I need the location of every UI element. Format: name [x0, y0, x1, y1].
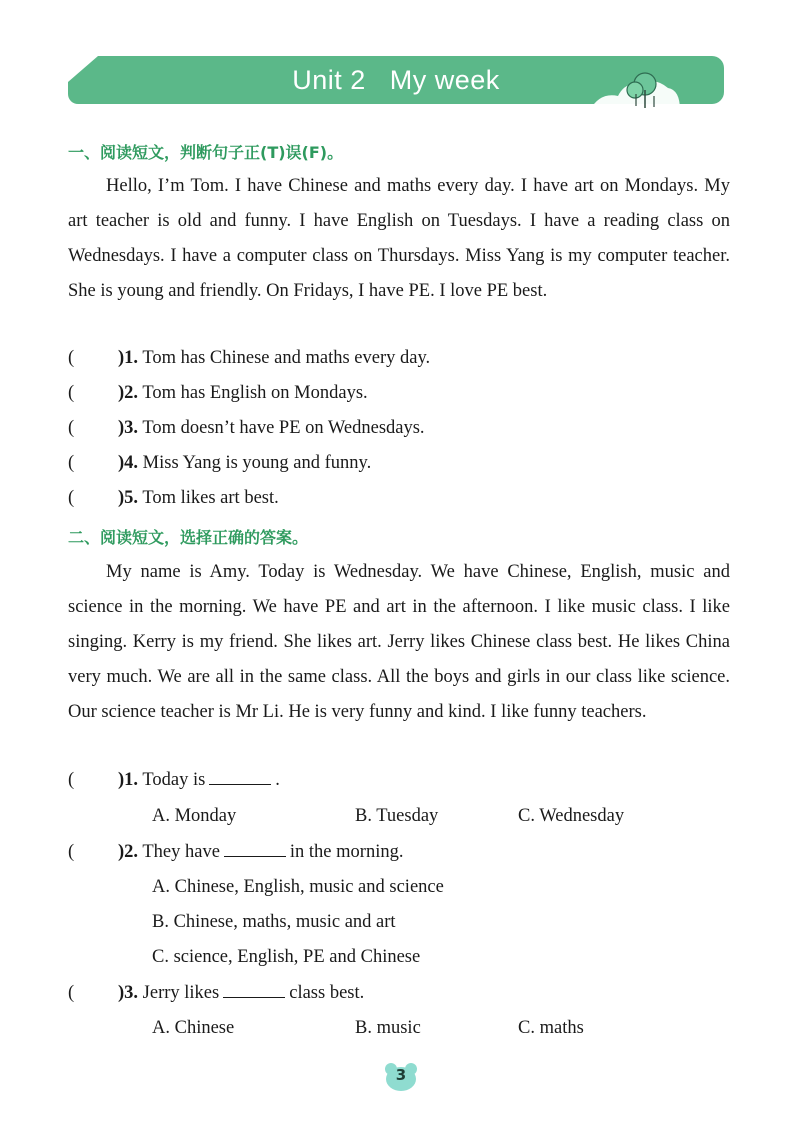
- q1-option-b: B. Tuesday: [355, 806, 439, 826]
- answer-blank: [209, 770, 271, 785]
- q2-option-c: C. science, English, PE and Chinese: [152, 947, 421, 967]
- q3-option-a: A. Chinese: [152, 1018, 235, 1038]
- q3-option-b: B. music: [355, 1018, 421, 1038]
- section2-passage: My name is Amy. Today is Wednesday. We have Chinese, English, music and science in the morning. We have PE and art in the afternoon. I like music class. I like singing. Kerry is my friend. She likes art. Jerry likes Chinese class best. He likes China very much. We are all in the same class. All the boys and girls in our class like science. Our science teacher is Mr Li. He is very funny and kind. I like funny teachers.: [68, 562, 730, 722]
- q3-option-c: C. maths: [518, 1018, 584, 1038]
- section1-question-3: ( )3. Tom doesn’t have PE on Wednesdays.: [68, 418, 425, 438]
- section1-question-2: ( )2. Tom has English on Mondays.: [68, 383, 368, 403]
- section2-question-3: ( )3. Jerry likes class best.: [68, 983, 365, 1003]
- banner-fold-corner: [68, 56, 98, 82]
- section2-question-2: ( )2. They have in the morning.: [68, 842, 404, 862]
- section1-question-5: ( )5. Tom likes art best.: [68, 488, 279, 508]
- section1-question-4: ( )4. Miss Yang is young and funny.: [68, 453, 372, 473]
- q1-option-a: A. Monday: [152, 806, 237, 826]
- q2-option-b: B. Chinese, maths, music and art: [152, 912, 396, 932]
- section1-question-1: ( )1. Tom has Chinese and maths every day.: [68, 348, 431, 368]
- answer-blank: [223, 983, 285, 998]
- q1-option-c: C. Wednesday: [518, 806, 625, 826]
- section2-heading: 二、阅读短文，选择正确的答案。: [68, 528, 309, 547]
- section2-question-1: ( )1. Today is .: [68, 770, 280, 790]
- unit-title: Unit 2 My week: [292, 65, 500, 95]
- answer-blank: [224, 842, 286, 857]
- section1-passage: Hello, I’m Tom. I have Chinese and maths every day. I have art on Mondays. My art teacher is old and funny. I have English on Tuesdays. I have a reading class on Wednesdays. I have a computer class on Thursdays. Miss Yang is my computer teacher. She is young and friendly. On Fridays, I have PE. I love PE best.: [68, 176, 730, 301]
- q2-option-a: A. Chinese, English, music and science: [152, 877, 444, 897]
- section1-heading: 一、阅读短文，判断句子正(T)误(F)。: [68, 143, 344, 162]
- page-number: 3: [395, 1066, 407, 1084]
- tree-icon: [590, 70, 680, 110]
